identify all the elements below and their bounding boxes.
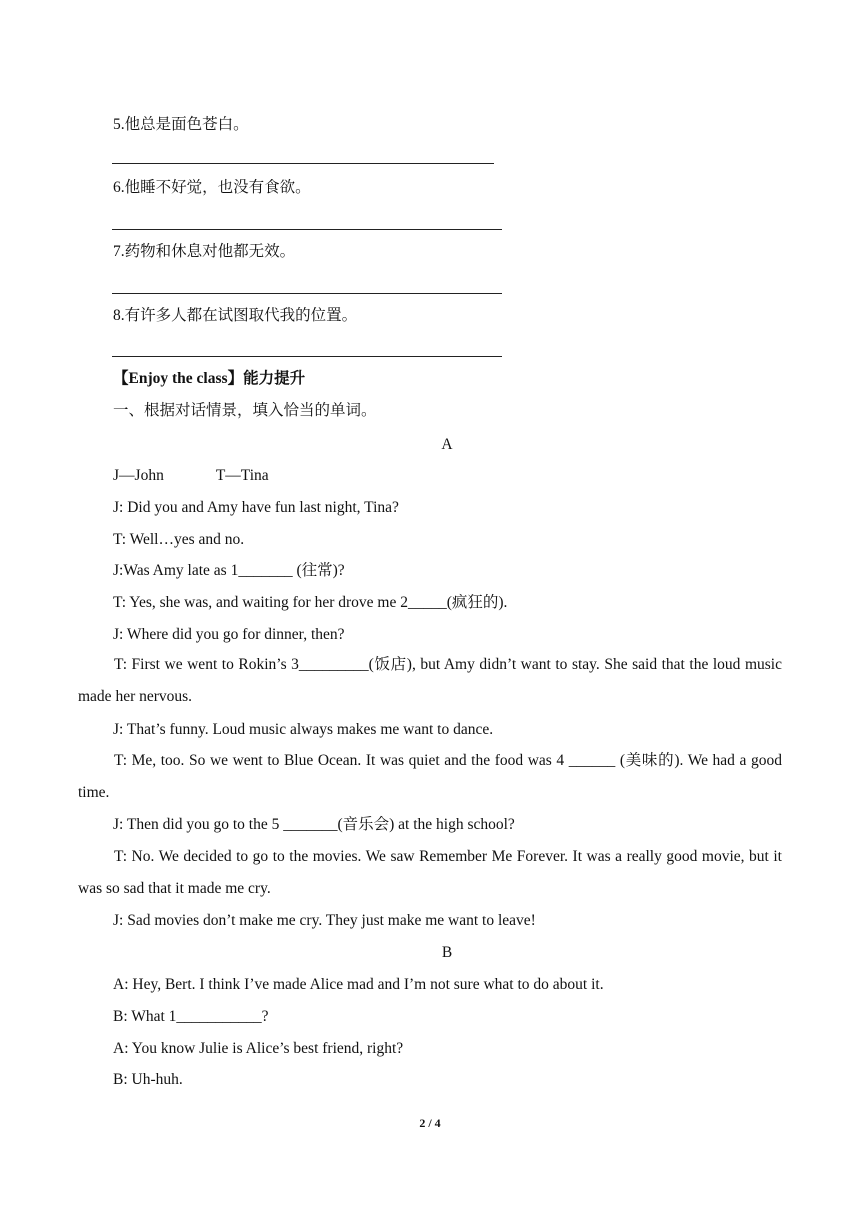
question-6: 6.他睡不好觉，也没有食欲。	[113, 179, 311, 196]
dialogue-paragraph-3	[78, 841, 782, 905]
dialogue-line: J: Did you and Amy have fun last night, Tina?	[113, 499, 399, 516]
dialogue-line: T: Well…yes and no.	[113, 531, 245, 548]
part-a-label: A	[441, 436, 453, 453]
dialogue-line: B: What 1___________?	[113, 1008, 269, 1025]
dialogue-line: T: Yes, she was, and waiting for her drove me 2_____(疯狂的).	[113, 594, 508, 611]
dialogue-paragraph-1	[78, 649, 782, 713]
answer-line-8	[112, 356, 502, 357]
section-heading	[113, 368, 305, 390]
section-instruction: 一、根据对话情景，填入恰当的单词。	[113, 402, 377, 419]
paragraph-2-text: T: Me, too. So we went to Blue Ocean. It was quiet and the food was 4 ______ (美味的). We had a good time.	[78, 752, 782, 801]
question-5: 5.他总是面色苍白。	[113, 116, 249, 133]
dialogue-paragraph-2	[78, 745, 782, 809]
speaker-key	[113, 465, 269, 487]
paragraph-3-text: T: No. We decided to go to the movies. We saw Remember Me Forever. It was a really good movie, but it was so sad that it made me cry.	[78, 848, 782, 897]
heading-chinese: 能力提升	[243, 370, 306, 387]
dialogue-line: J: Where did you go for dinner, then?	[113, 626, 345, 643]
speaker-tina: T—Tina	[215, 467, 269, 484]
dialogue-line: A: Hey, Bert. I think I’ve made Alice mad and I’m not sure what to do about it.	[113, 976, 604, 993]
page-number: 2 / 4	[419, 1116, 441, 1130]
dialogue-line: J: Sad movies don’t make me cry. They just make me want to leave!	[113, 912, 536, 929]
dialogue-line: J: That’s funny. Loud music always makes me want to dance.	[113, 721, 494, 738]
heading-bracket-close: 】	[227, 370, 244, 387]
speaker-john: J—John	[113, 467, 164, 484]
heading-bracket-open: 【	[113, 370, 129, 387]
dialogue-line: J: Then did you go to the 5 _______(音乐会) at the high school?	[113, 816, 515, 833]
dialogue-line: B: Uh-huh.	[113, 1071, 183, 1088]
answer-line-7	[112, 293, 502, 294]
dialogue-line: J:Was Amy late as 1_______ (往常)?	[113, 562, 345, 579]
question-7: 7.药物和休息对他都无效。	[113, 243, 296, 260]
paragraph-1-text: T: First we went to Rokin’s 3_________(饭店), but Amy didn’t want to stay. She said that the loud music made her nervous.	[78, 656, 782, 705]
question-8: 8.有许多人都在试图取代我的位置。	[113, 307, 358, 324]
answer-line-5	[112, 163, 494, 164]
answer-line-6	[112, 229, 502, 230]
part-b-label: B	[441, 944, 453, 961]
heading-english: Enjoy the class	[128, 370, 228, 387]
dialogue-line: A: You know Julie is Alice’s best friend, right?	[113, 1040, 404, 1057]
